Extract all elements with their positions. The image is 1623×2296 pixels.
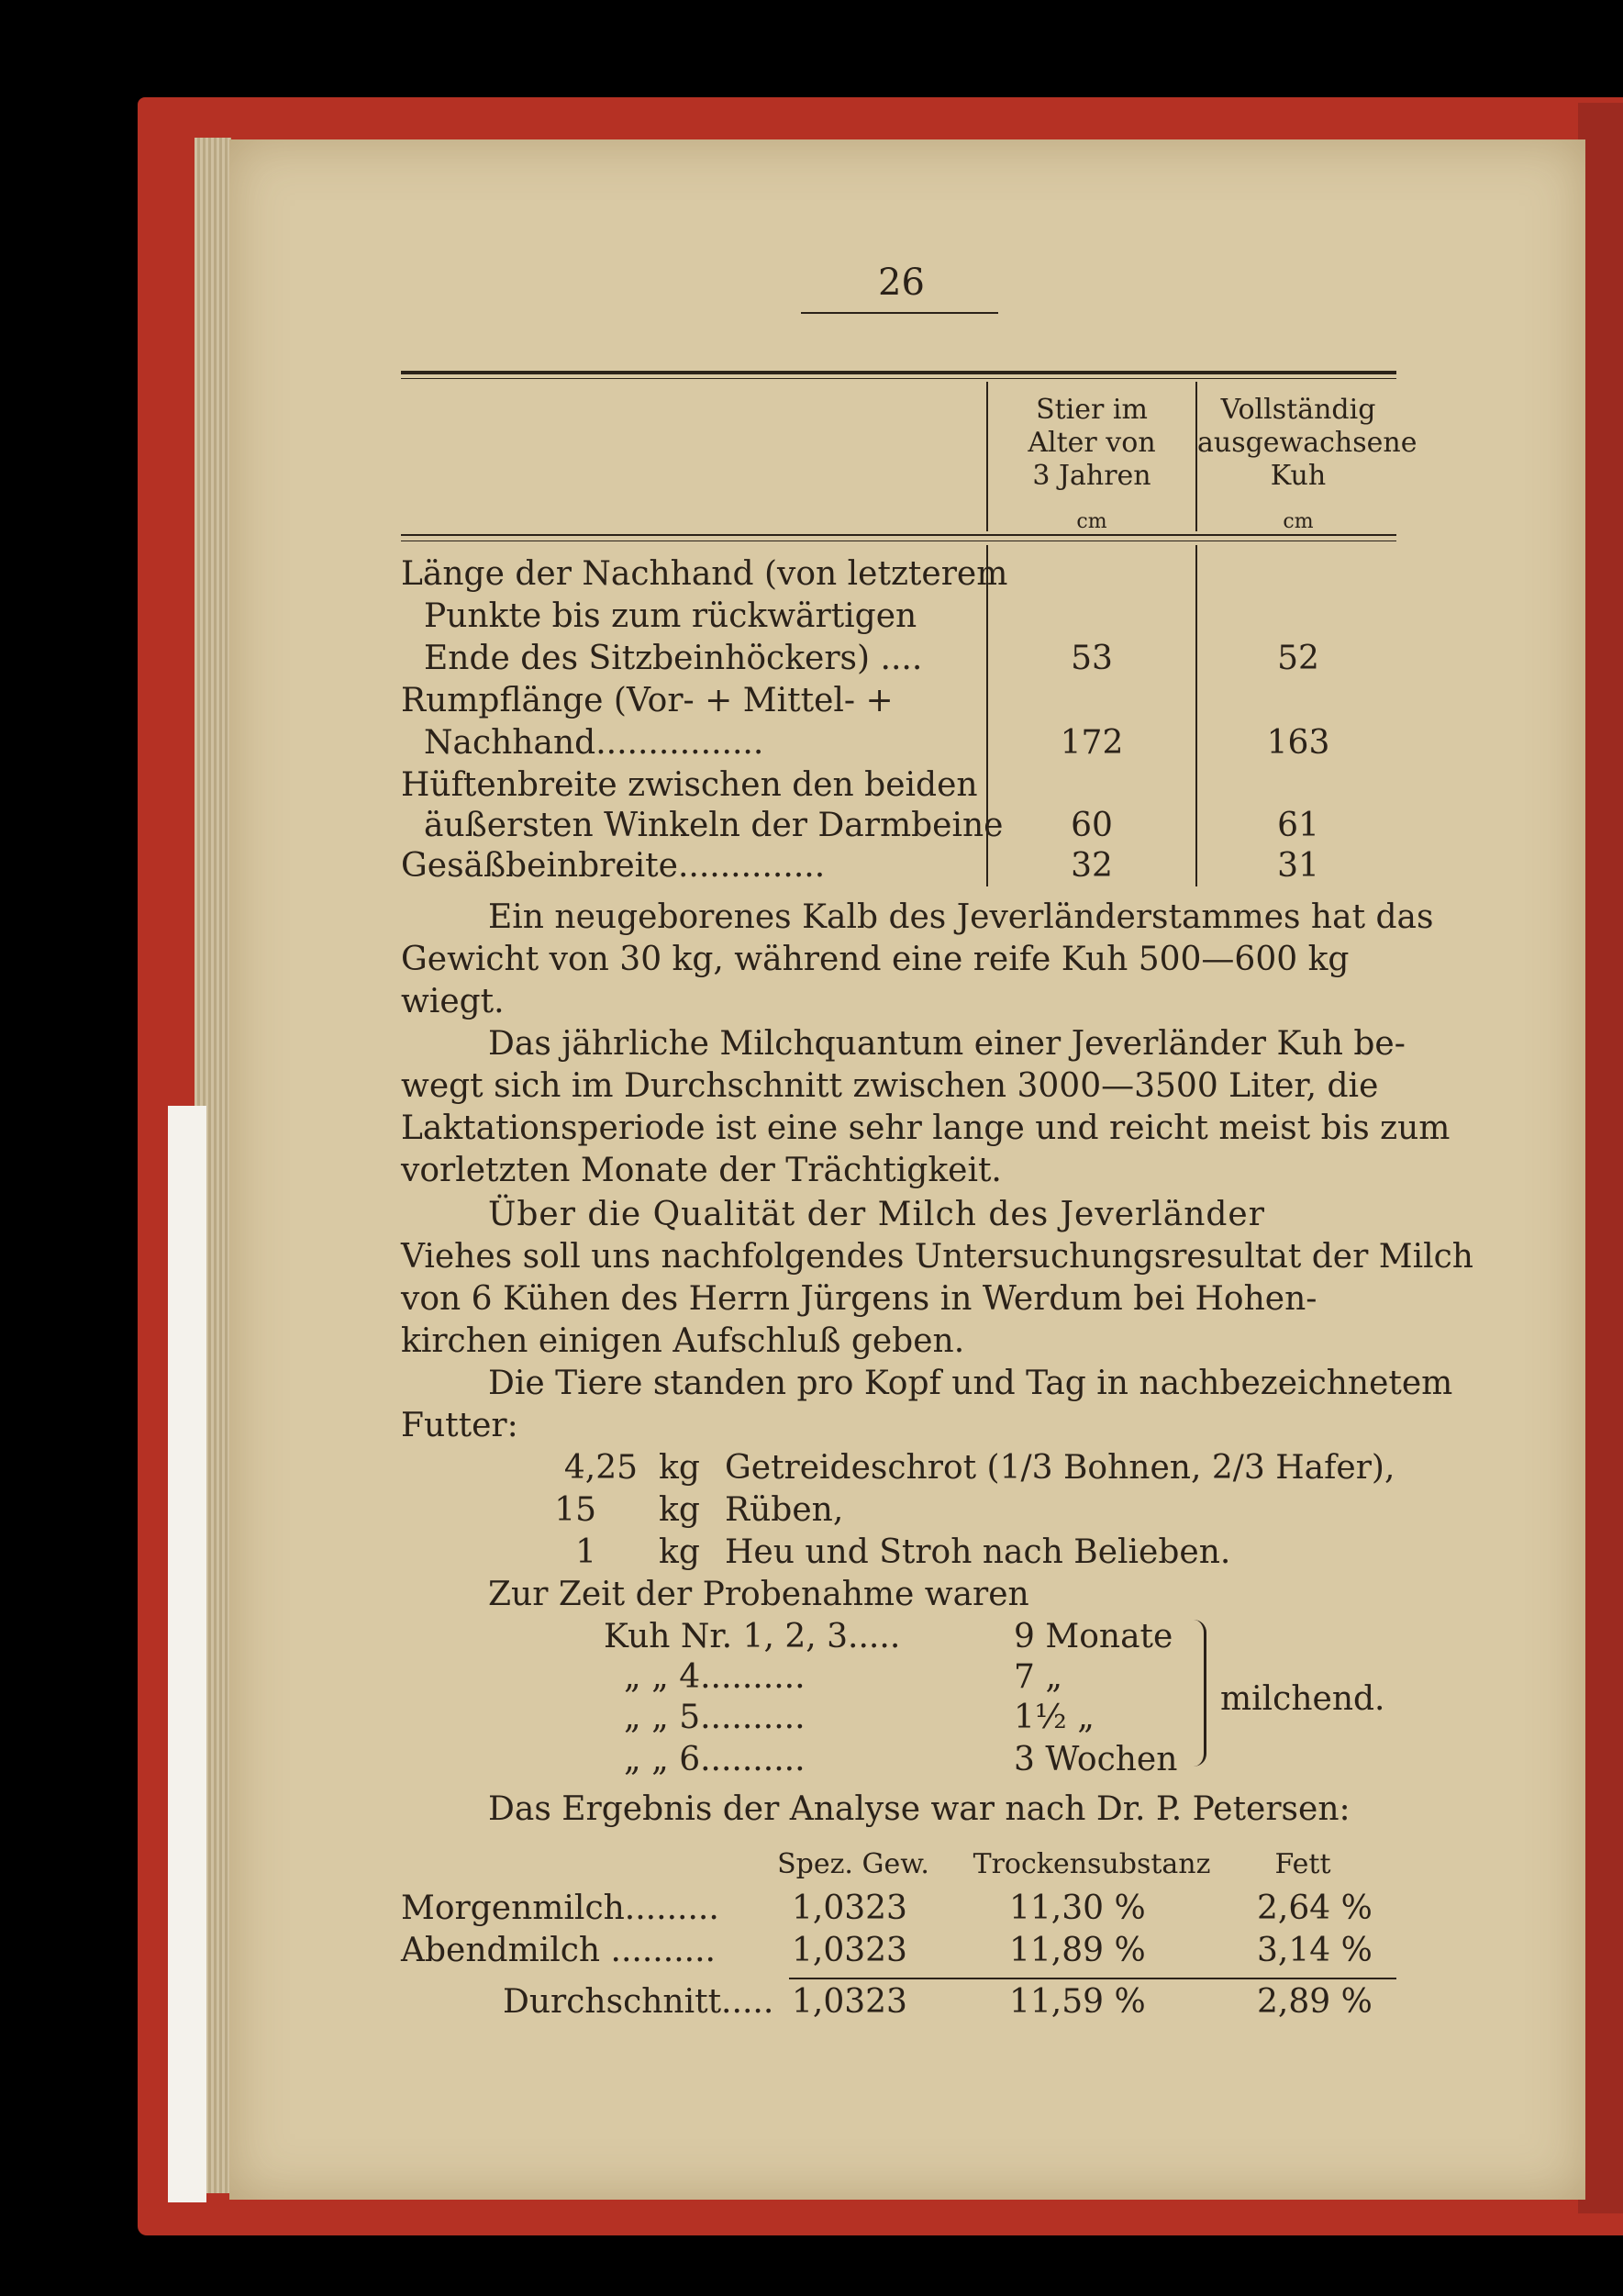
table2-header-fett: Fett [1274,1848,1331,1880]
table2-row2-sg: 1,0323 [792,1932,907,1969]
sampling-intro: Zur Zeit der Probenahme waren [488,1576,1029,1613]
col2-header-line2: ausgewachsene [1197,427,1417,459]
row2-value-stier: 172 [1060,724,1124,762]
cow2-label: „ „ 4.......... [624,1658,806,1696]
para1-line2: Gewicht von 30 kg, während eine reife Kuh 500—600 kg [401,941,1350,978]
row3-value-kuh: 61 [1277,807,1319,844]
cow4-label: „ „ 6.......... [624,1741,806,1778]
row3-label-line2: äußersten Winkeln der Darmbeine [424,807,1004,844]
para1-line3: wiegt. [401,983,505,1020]
para3-line2: Viehes soll uns nachfolgendes Untersuchungsresultat der Milch [401,1238,1473,1276]
para1-line1: Ein neugeborenes Kalb des Jeverländerstammes hat das [488,898,1434,936]
table2-row1-ts: 11,30 % [1009,1889,1146,1927]
table2-row1-fett: 2,64 % [1257,1889,1373,1927]
grouping-brace [1189,1620,1206,1767]
col2-unit: cm [1283,510,1314,533]
para4-line2: Futter: [401,1407,518,1444]
table2-header-sg: Spez. Gew. [777,1848,929,1880]
table2-total-label: Durchschnitt..... [503,1983,774,2021]
page-number-rule [801,312,998,314]
col1-unit: cm [1076,510,1107,533]
table2-row2-label: Abendmilch .......... [401,1932,716,1969]
table2-row1-sg: 1,0323 [792,1889,907,1927]
feed2-item: Rüben, [725,1491,844,1529]
row4-label: Gesäßbeinbreite.............. [401,847,826,885]
cow2-value: 7 „ [1014,1658,1062,1696]
feed1-unit: kg [659,1449,700,1487]
para2-line4: vorletzten Monate der Trächtigkeit. [401,1152,1002,1189]
cow4-value: 3 Wochen [1014,1741,1178,1778]
cow1-value: 9 Monate [1014,1618,1173,1655]
para3-line3: von 6 Kühen des Herrn Jürgens in Werdum bei Hohen- [401,1280,1317,1318]
row3-value-stier: 60 [1071,807,1113,844]
para4-line1: Die Tiere standen pro Kopf und Tag in nachbezeichnetem [488,1365,1453,1402]
row1-label-line3: Ende des Sitzbeinhöckers) .... [424,640,923,677]
row2-value-kuh: 163 [1266,724,1330,762]
table-top-rule [401,371,1396,374]
col2-header-line3: Kuh [1270,460,1327,492]
table2-total-fett: 2,89 % [1257,1983,1373,2021]
feed1-item: Getreideschrot (1/3 Bohnen, 2/3 Hafer), [725,1449,1395,1487]
feed2-qty: 15 [554,1491,596,1529]
table2-total-sg: 1,0323 [792,1983,907,2021]
row1-label-line2: Punkte bis zum rückwärtigen [424,597,917,635]
cows-state: milchend. [1220,1680,1385,1718]
cow3-label: „ „ 5.......... [624,1699,806,1736]
row1-label-line1: Länge der Nachhand (von letzterem [401,555,1008,593]
para3-line1: Über die Qualität der Milch des Jeverländer [488,1196,1265,1233]
row2-label-line2: Nachhand................ [424,724,764,762]
para2-line2: wegt sich im Durchschnitt zwischen 3000—3500 Liter, die [401,1067,1379,1105]
page-number: 26 [878,262,925,304]
table-top-rule-thin [401,378,1396,379]
row1-value-stier: 53 [1071,640,1113,677]
row4-value-kuh: 31 [1277,847,1319,885]
row2-label-line1: Rumpflänge (Vor- + Mittel- + [401,682,894,719]
para2-line1: Das jährliche Milchquantum einer Jeverländer Kuh be- [488,1025,1406,1063]
col2-header-line1: Vollständig [1220,394,1376,426]
feed3-item: Heu und Stroh nach Belieben. [725,1533,1231,1571]
row1-value-kuh: 52 [1277,640,1319,677]
feed2-unit: kg [659,1491,700,1529]
feed3-unit: kg [659,1533,700,1571]
row4-value-stier: 32 [1071,847,1113,885]
feed3-qty: 1 [575,1533,596,1571]
table2-row2-fett: 3,14 % [1257,1932,1373,1969]
table2-sum-rule [789,1978,1396,1979]
para3-line4: kirchen einigen Aufschluß geben. [401,1322,965,1360]
table2-header-ts: Trockensubstanz [973,1848,1211,1880]
row3-label-line1: Hüftenbreite zwischen den beiden [401,766,978,804]
table2-row2-ts: 11,89 % [1009,1932,1146,1969]
col1-header-line2: Alter von [1028,427,1156,459]
feed1-qty: 4,25 [563,1449,638,1487]
col-divider-1-header [986,382,988,531]
cow3-value: 1½ „ [1014,1699,1095,1736]
col1-header-line3: 3 Jahren [1032,460,1151,492]
paper-strip [168,1106,206,2202]
col1-header-line1: Stier im [1036,394,1148,426]
table2-total-ts: 11,59 % [1009,1983,1146,2021]
table2-row1-label: Morgenmilch......... [401,1889,719,1927]
cow1-label: Kuh Nr. 1, 2, 3..... [604,1618,901,1655]
para2-line3: Laktationsperiode ist eine sehr lange und reicht meist bis zum [401,1109,1451,1147]
result-intro: Das Ergebnis der Analyse war nach Dr. P. Petersen: [488,1790,1351,1828]
